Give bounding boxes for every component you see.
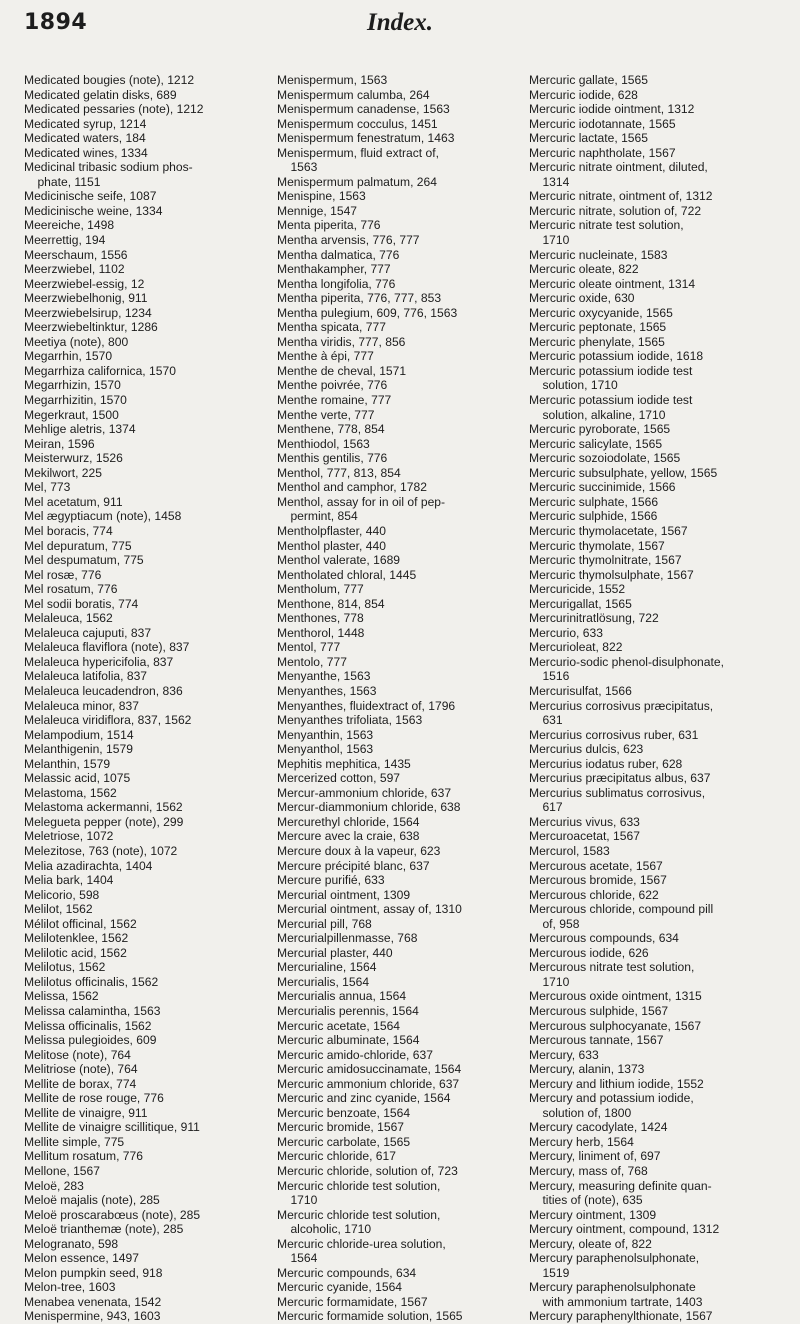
index-entry: Melaleuca latifolia, 837 — [24, 669, 148, 684]
index-entry: Melilotic acid, 1562 — [24, 945, 127, 960]
index-entry: Menyanthe, 1563 — [277, 669, 371, 684]
index-entry: Mellite de vinaigre scillitique, 911 — [24, 1120, 200, 1135]
index-entry: Mercuricide, 1552 — [529, 582, 626, 597]
index-entry: Mercuric chloride-urea solution, — [277, 1236, 446, 1251]
index-entry: Melaleuca, 1562 — [24, 611, 113, 626]
index-entry: Mercuric chloride test solution, — [277, 1207, 441, 1222]
index-entry: Melitriose (note), 764 — [24, 1062, 138, 1077]
index-entry: Mercury, oleate of, 822 — [529, 1236, 652, 1251]
index-entry: Mercurial pill, 768 — [277, 916, 372, 931]
index-entry: phate, 1151 — [24, 174, 101, 189]
index-entry: Mercuroacetat, 1567 — [529, 829, 640, 844]
index-entry: Menabea venenata, 1542 — [24, 1294, 162, 1309]
index-entry: Mercuric cyanide, 1564 — [277, 1280, 403, 1295]
index-entry: Mercuric pyroborate, 1565 — [529, 422, 671, 437]
index-entry: 1563 — [277, 160, 318, 175]
index-entry: Melastoma ackermanni, 1562 — [24, 800, 183, 815]
index-entry: Mel acetatum, 911 — [24, 494, 123, 509]
index-entry: Mercurous acetate, 1567 — [529, 858, 663, 873]
index-entry: Meloë trianthemæ (note), 285 — [24, 1222, 184, 1237]
index-entry: Meisterwurz, 1526 — [24, 451, 123, 466]
index-entry: Meloë majalis (note), 285 — [24, 1193, 160, 1208]
index-entry: Mentol, 777 — [277, 640, 341, 655]
index-entry: Mercuric nucleinate, 1583 — [529, 247, 668, 262]
index-entry: Mercurial plaster, 440 — [277, 945, 393, 960]
index-entry: Mercury and lithium iodide, 1552 — [529, 1076, 704, 1091]
index-entry: Mercurius corrosivus præcipitatus, — [529, 698, 714, 713]
index-entry: Menthe poivrée, 776 — [277, 378, 388, 393]
index-entry: Mercuric bromide, 1567 — [277, 1120, 405, 1135]
index-entry: Mercury, liniment of, 697 — [529, 1149, 661, 1164]
index-entry: Mercuric formamide solution, 1565 — [277, 1309, 463, 1324]
index-entry: 1516 — [529, 669, 570, 684]
index-entry: Melon-tree, 1603 — [24, 1280, 116, 1295]
index-entry: Mercurous chloride, compound pill — [529, 902, 714, 917]
index-entry: Mehlige aletris, 1374 — [24, 422, 136, 437]
index-entry: Megarrhizitin, 1570 — [24, 393, 127, 408]
index-entry: Mercure avec la craie, 638 — [277, 829, 420, 844]
index-entry: Mercuric iodide ointment, 1312 — [529, 102, 695, 117]
index-entry: Mercerized cotton, 597 — [277, 771, 401, 786]
index-entry: Mercuric oleate ointment, 1314 — [529, 276, 696, 291]
index-entry: 1519 — [529, 1265, 570, 1280]
index-entry: Mercure doux à la vapeur, 623 — [277, 843, 441, 858]
index-entry: Mercurous compounds, 634 — [529, 931, 679, 946]
index-entry: Meerschaum, 1556 — [24, 247, 128, 262]
index-entry: Melogranato, 598 — [24, 1236, 119, 1251]
index-entry: Mercurialis perennis, 1564 — [277, 1004, 419, 1018]
index-entry: Menthol and camphor, 1782 — [277, 480, 427, 495]
index-entry: Mercurio, 633 — [529, 625, 603, 640]
index-entry: Mercurialine, 1564 — [277, 960, 377, 975]
index-entry: Mercury, mass of, 768 — [529, 1164, 648, 1179]
index-entry: 1314 — [529, 174, 570, 189]
index-entry: Mercurous sulphide, 1567 — [529, 1004, 669, 1018]
index-entry: Mercuric oxycyanide, 1565 — [529, 305, 673, 320]
index-entry: Mercurous sulphocyanate, 1567 — [529, 1018, 702, 1033]
index-entry: Mercurisulfat, 1566 — [529, 683, 632, 698]
index-entry: Mercuric benzoate, 1564 — [277, 1105, 411, 1120]
index-entry: Mel ægyptiacum (note), 1458 — [24, 509, 182, 524]
index-entry: Menyanthes, 1563 — [277, 683, 377, 698]
index-entry: Mercury paraphenolsulphonate, — [529, 1251, 700, 1266]
index-entry: Melilotus, 1562 — [24, 960, 106, 975]
index-entry: Melitose (note), 764 — [24, 1047, 131, 1062]
index-entry: Menispermum, fluid extract of, — [277, 145, 439, 160]
index-entry: Mentholated chloral, 1445 — [277, 567, 417, 582]
index-entry: Medicinal tribasic sodium phos- — [24, 160, 193, 175]
index-entry: Menthol, assay for in oil of pep- — [277, 494, 446, 509]
index-entry: Melezitose, 763 (note), 1072 — [24, 843, 178, 858]
index-entry: Megerkraut, 1500 — [24, 407, 119, 422]
index-entry: Medicated waters, 184 — [24, 131, 146, 146]
index-entry: Menthe romaine, 777 — [277, 393, 392, 408]
index-entry: Menispermum calumba, 264 — [277, 87, 430, 102]
index-entry: Mercuric ammonium chloride, 637 — [277, 1076, 460, 1091]
index-entry: solution of, 1800 — [529, 1105, 632, 1120]
index-entry: Mercurialis, 1564 — [277, 974, 370, 989]
index-entry: Mercuric potassium iodide test — [529, 363, 693, 378]
index-entry: 1710 — [529, 233, 570, 248]
index-entry: Menthiodol, 1563 — [277, 436, 370, 451]
index-entry: Mercuric nitrate, ointment of, 1312 — [529, 189, 713, 204]
index-entry: Mentha longifolia, 776 — [277, 276, 396, 291]
index-entry: Melia bark, 1404 — [24, 873, 114, 888]
index-entry: Mercurous bromide, 1567 — [529, 873, 667, 888]
index-entry: with ammonium tartrate, 1403 — [529, 1294, 703, 1309]
index-entry: Mercuric albuminate, 1564 — [277, 1033, 420, 1048]
index-entry: Mercury, measuring definite quan- — [529, 1178, 712, 1193]
index-entry: Mentolo, 777 — [277, 654, 347, 669]
index-entry: Mercurialpillenmasse, 768 — [277, 931, 418, 946]
index-entry: of, 958 — [529, 916, 580, 931]
index-entry: Mélilot officinal, 1562 — [24, 916, 137, 931]
index-entry: Melon pumpkin seed, 918 — [24, 1265, 163, 1280]
index-entry: Mellone, 1567 — [24, 1164, 100, 1179]
index-entry: Meerzwiebel, 1102 — [24, 262, 125, 277]
index-entry: Mercuric subsulphate, yellow, 1565 — [529, 465, 718, 480]
index-entry: Mercury paraphenolsulphonate — [529, 1280, 696, 1295]
index-entry: Melissa pulegioides, 609 — [24, 1033, 157, 1048]
index-entry: Mercuric iodide, 628 — [529, 87, 638, 102]
index-entry: Menthe à épi, 777 — [277, 349, 374, 364]
index-entry: Melilotenklee, 1562 — [24, 931, 129, 946]
index-entry: Mellitum rosatum, 776 — [24, 1149, 143, 1164]
index-entry: solution, 1710 — [529, 378, 618, 393]
index-entry: Mercury ointment, compound, 1312 — [529, 1222, 720, 1237]
index-entry: Mellite de borax, 774 — [24, 1076, 137, 1091]
index-entry: Mercuric peptonate, 1565 — [529, 320, 667, 335]
index-entry: Melaleuca flaviflora (note), 837 — [24, 640, 190, 655]
index-entry: Mel despumatum, 775 — [24, 553, 144, 568]
index-entry: Mekilwort, 225 — [24, 465, 102, 480]
index-entry: Melaleuca viridiflora, 837, 1562 — [24, 713, 192, 728]
index-entry: Menthis gentilis, 776 — [277, 451, 388, 466]
index-entry: Mercuric potassium iodide test — [529, 393, 693, 408]
index-entry: Mentha piperita, 776, 777, 853 — [277, 291, 442, 306]
index-entry: alcoholic, 1710 — [277, 1222, 372, 1237]
index-entry: Melaleuca leucadendron, 836 — [24, 683, 183, 698]
index-entry: Mercuric chloride test solution, — [277, 1178, 441, 1193]
index-entry: Mercuric chloride, solution of, 723 — [277, 1164, 458, 1179]
index-entry: Menispine, 1563 — [277, 189, 366, 204]
index-entry: Meerzwiebelsirup, 1234 — [24, 305, 152, 320]
index-entry: Mercur-ammonium chloride, 637 — [277, 785, 452, 800]
index-entry: Mercuric succinimide, 1566 — [529, 480, 676, 495]
index-entry: Menthol, 777, 813, 854 — [277, 465, 401, 480]
index-entry: Medicated gelatin disks, 689 — [24, 87, 177, 102]
index-entry: Mennige, 1547 — [277, 203, 358, 218]
index-entry: Menthene, 778, 854 — [277, 422, 385, 437]
index-entry: Mercurioleat, 822 — [529, 640, 623, 655]
index-entry: Mercurius sublimatus corrosivus, — [529, 785, 706, 800]
index-entry: Menthone, 814, 854 — [277, 596, 385, 611]
index-entry: Menispermine, 943, 1603 — [24, 1309, 161, 1324]
index-entry: Mercuric oleate, 822 — [529, 262, 639, 277]
index-entry: Mercurial ointment, 1309 — [277, 887, 411, 902]
index-entry: Mercurol, 1583 — [529, 843, 610, 858]
index-entry: Menyanthes, fluidextract of, 1796 — [277, 698, 456, 713]
index-entry: Mentha pulegium, 609, 776, 1563 — [277, 305, 458, 320]
index-entry: Menthe verte, 777 — [277, 407, 375, 422]
index-entry: Mercuric salicylate, 1565 — [529, 436, 663, 451]
index-entry: Mercuric amidosuccinamate, 1564 — [277, 1062, 462, 1077]
index-entry: Mercuric phenylate, 1565 — [529, 334, 665, 349]
index-entry: Mel sodii boratis, 774 — [24, 596, 139, 611]
index-entry: Medicated syrup, 1214 — [24, 116, 147, 131]
index-entry: Megarrhiza californica, 1570 — [24, 363, 176, 378]
index-entry: Menthe de cheval, 1571 — [277, 363, 407, 378]
index-entry: Mercury, alanin, 1373 — [529, 1062, 645, 1077]
index-entry: Mercury cacodylate, 1424 — [529, 1120, 668, 1135]
index-entry: Mercuric thymolnitrate, 1567 — [529, 553, 682, 568]
index-entry: permint, 854 — [277, 509, 358, 524]
index-entry: Melissa, 1562 — [24, 989, 99, 1004]
index-entry: Menyanthin, 1563 — [277, 727, 374, 742]
index-entry: Mercurius præcipitatus albus, 637 — [529, 771, 711, 786]
index-entry: Mercuric amido-chloride, 637 — [277, 1047, 433, 1062]
index-entry: Menispermum, 1563 — [277, 73, 388, 87]
index-entry: Melaleuca cajuputi, 837 — [24, 625, 152, 640]
index-entry: Melia azadirachta, 1404 — [24, 858, 153, 873]
index-entry: Mercury herb, 1564 — [529, 1134, 634, 1149]
index-entry: Mentha viridis, 777, 856 — [277, 334, 406, 349]
index-entry: Mercurous tannate, 1567 — [529, 1033, 664, 1048]
index-entry: Meetiya (note), 800 — [24, 334, 129, 349]
index-entry: Mercurius vivus, 633 — [529, 814, 640, 829]
index-entry: solution, alkaline, 1710 — [529, 407, 666, 422]
index-entry: Melaleuca hypericifolia, 837 — [24, 654, 174, 669]
index-entry: Mercuric nitrate ointment, diluted, — [529, 160, 708, 175]
index-column-3 — [529, 73, 772, 1324]
index-entry: Mercurous nitrate test solution, — [529, 960, 695, 975]
index-entry: Mentholpflaster, 440 — [277, 523, 386, 538]
index-entry: Melaleuca minor, 837 — [24, 698, 139, 713]
index-entry: Mercurius iodatus ruber, 628 — [529, 756, 683, 771]
index-entry: Mercuric carbolate, 1565 — [277, 1134, 411, 1149]
index-entry: Mentha spicata, 777 — [277, 320, 386, 335]
index-entry: Mercuric iodotannate, 1565 — [529, 116, 676, 131]
index-entry: Mercuric naphtholate, 1567 — [529, 145, 676, 160]
index-entry: Melissa calamintha, 1563 — [24, 1004, 161, 1018]
index-entry: Menyanthes trifoliata, 1563 — [277, 713, 423, 728]
index-entry: Mercuric chloride, 617 — [277, 1149, 396, 1164]
index-entry: Mercury ointment, 1309 — [529, 1207, 657, 1222]
index-entry: Melegueta pepper (note), 299 — [24, 814, 184, 829]
index-entry: Mercuric oxide, 630 — [529, 291, 635, 306]
index-entry: Melicorio, 598 — [24, 887, 100, 902]
index-entry: Mel, 773 — [24, 480, 71, 495]
index-entry: Menthorol, 1448 — [277, 625, 365, 640]
index-entry: Mel boracis, 774 — [24, 523, 113, 538]
index-entry: Melampodium, 1514 — [24, 727, 134, 742]
index-entry: Mercurethyl chloride, 1564 — [277, 814, 420, 829]
index-entry: Menthakampher, 777 — [277, 262, 391, 277]
index-entry: Melanthin, 1579 — [24, 756, 111, 771]
index-entry: Meereiche, 1498 — [24, 218, 115, 233]
index-entry: Menyanthol, 1563 — [277, 742, 374, 757]
index-entry: Melanthigenin, 1579 — [24, 742, 133, 757]
index-entry: Melilotus officinalis, 1562 — [24, 974, 159, 989]
index-entry: Mercuric nitrate test solution, — [529, 218, 684, 233]
index-entry: Medicated wines, 1334 — [24, 145, 148, 160]
index-entry: 1564 — [277, 1251, 318, 1266]
index-entry: Menispermum cocculus, 1451 — [277, 116, 438, 131]
index-entry: 1710 — [529, 974, 570, 989]
index-entry: Mercurialis annua, 1564 — [277, 989, 407, 1004]
index-entry: Mercuric compounds, 634 — [277, 1265, 417, 1280]
index-entry: Mercuric and zinc cyanide, 1564 — [277, 1091, 451, 1106]
index-entry: 1710 — [277, 1193, 318, 1208]
running-head-title: Index. — [367, 9, 433, 36]
index-entry: Meerzwiebelhonig, 911 — [24, 291, 148, 306]
index-entry: Mercurous chloride, 622 — [529, 887, 659, 902]
index-entry: Mercury, 633 — [529, 1047, 599, 1062]
index-entry: Mellite simple, 775 — [24, 1134, 125, 1149]
index-entry: Menispermum canadense, 1563 — [277, 102, 450, 117]
index-entry: Menthol valerate, 1689 — [277, 553, 401, 568]
index-entry: Meerzwiebeltinktur, 1286 — [24, 320, 158, 335]
page-number: 1894 — [24, 10, 88, 35]
index-entry: Menta piperita, 776 — [277, 218, 381, 233]
index-entry: Mel rosæ, 776 — [24, 567, 102, 582]
index-entry: Meloë proscarabœus (note), 285 — [24, 1207, 201, 1222]
index-entry: Mentha dalmatica, 776 — [277, 247, 400, 262]
index-entry: Mercurio-sodic phenol-disulphonate, — [529, 654, 724, 669]
index-entry: Menthones, 778 — [277, 611, 364, 626]
index-entry: Mercure précipité blanc, 637 — [277, 858, 430, 873]
index-entry: Mercurius dulcis, 623 — [529, 742, 644, 757]
index-column-1 — [24, 73, 267, 1324]
index-entry: Megarrhin, 1570 — [24, 349, 113, 364]
index-entry: Mercuric potassium iodide, 1618 — [529, 349, 704, 364]
index-entry: Mentha arvensis, 776, 777 — [277, 233, 420, 248]
index-entry: Melastoma, 1562 — [24, 785, 117, 800]
index-entry: Mercuric thymolacetate, 1567 — [529, 523, 688, 538]
index-entry: Mel rosatum, 776 — [24, 582, 118, 597]
index-entry: Menispermum palmatum, 264 — [277, 174, 437, 189]
index-entry: Meerzwiebel-essig, 12 — [24, 276, 145, 291]
index-entry: Meletriose, 1072 — [24, 829, 114, 844]
index-entry: Mercury paraphenylthionate, 1567 — [529, 1309, 713, 1324]
index-entry: Mercuric acetate, 1564 — [277, 1018, 401, 1033]
index-entry: Mercuric thymolsulphate, 1567 — [529, 567, 694, 582]
index-entry: Mercur-diammonium chloride, 638 — [277, 800, 461, 815]
index-entry: tities of (note), 635 — [529, 1193, 643, 1208]
index-entry: Mercure purifié, 633 — [277, 873, 385, 888]
index-entry: Mercuric lactate, 1565 — [529, 131, 648, 146]
index-entry: Mercurinitratlösung, 722 — [529, 611, 659, 626]
index-entry: Medicated bougies (note), 1212 — [24, 73, 195, 87]
index-entry: Mercuric thymolate, 1567 — [529, 538, 665, 553]
index-entry: Mellite de rose rouge, 776 — [24, 1091, 164, 1106]
index-entry: Mercuric gallate, 1565 — [529, 73, 648, 87]
index-entry: Mercurous iodide, 626 — [529, 945, 649, 960]
index-entry: Menispermum fenestratum, 1463 — [277, 131, 455, 146]
index-entry: Mellite de vinaigre, 911 — [24, 1105, 148, 1120]
index-entry: Melon essence, 1497 — [24, 1251, 139, 1266]
index-entry: Menthol plaster, 440 — [277, 538, 386, 553]
index-entry: Mercurial ointment, assay of, 1310 — [277, 902, 462, 917]
index-entry: Melassic acid, 1075 — [24, 771, 131, 786]
index-entry: Mercurigallat, 1565 — [529, 596, 632, 611]
index-entry: Medicated pessaries (note), 1212 — [24, 102, 204, 117]
index-entry: Mercury and potassium iodide, — [529, 1091, 694, 1106]
index-entry: Mercuric sulphide, 1566 — [529, 509, 658, 524]
index-entry: Medicinische seife, 1087 — [24, 189, 157, 204]
index-entry: Melilot, 1562 — [24, 902, 93, 917]
index-entry: Mel depuratum, 775 — [24, 538, 132, 553]
index-entry: Mercuric sulphate, 1566 — [529, 494, 659, 509]
index-entry: Melissa officinalis, 1562 — [24, 1018, 152, 1033]
index-entry: 631 — [529, 713, 563, 728]
index-entry: Medicinische weine, 1334 — [24, 203, 163, 218]
index-column-2 — [277, 73, 520, 1324]
index-entry: Meloë, 283 — [24, 1178, 84, 1193]
index-entry: Mercurius corrosivus ruber, 631 — [529, 727, 699, 742]
index-entry: Meerrettig, 194 — [24, 233, 106, 248]
index-entry: Mephitis mephitica, 1435 — [277, 756, 411, 771]
index-entry: 617 — [529, 800, 563, 815]
index-entry: Mercurous oxide ointment, 1315 — [529, 989, 702, 1004]
index-entry: Mercuric nitrate, solution of, 722 — [529, 203, 702, 218]
index-entry: Mentholum, 777 — [277, 582, 364, 597]
index-entry: Meiran, 1596 — [24, 436, 95, 451]
index-entry: Mercuric formamidate, 1567 — [277, 1294, 428, 1309]
index-entry: Megarrhizin, 1570 — [24, 378, 121, 393]
index-entry: Mercuric sozoiodolate, 1565 — [529, 451, 681, 466]
